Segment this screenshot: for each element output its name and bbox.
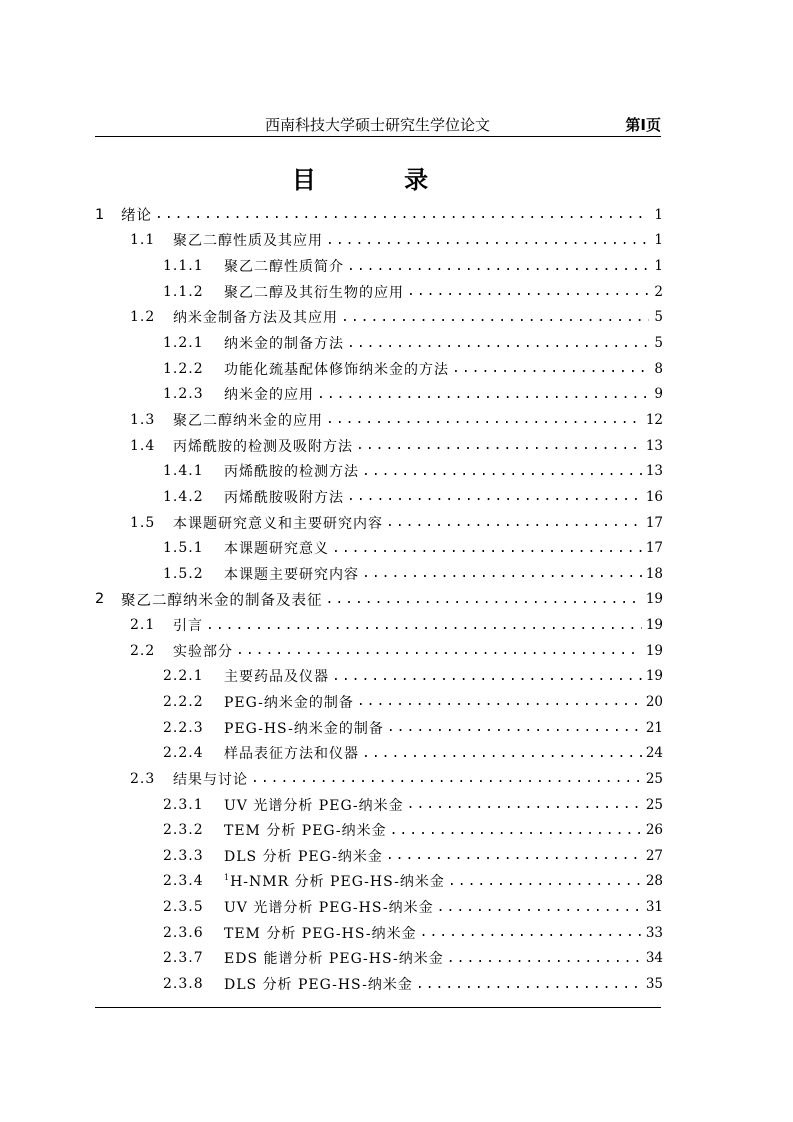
toc-entry-label: 聚乙二醇纳米金的制备及表征 — [121, 592, 323, 609]
toc-entry-number: 2.2.3 — [163, 719, 204, 736]
toc-dot-leader — [347, 259, 649, 274]
toc-dot-leader — [206, 618, 642, 633]
toc-entry-page: 18 — [645, 565, 663, 582]
toc-entry-label: PEG-纳米金的制备 — [224, 694, 354, 711]
toc-entry-label: 丙烯酰胺的检测及吸附方法 — [173, 438, 353, 455]
toc-dot-leader — [155, 207, 649, 222]
toc-entry[interactable] — [95, 715, 663, 741]
toc-entry[interactable] — [95, 817, 663, 843]
toc-dot-leader — [326, 233, 649, 248]
toc-entry-page: 28 — [645, 873, 663, 890]
toc-entry[interactable] — [95, 612, 663, 638]
toc-entry-page: 5 — [654, 309, 663, 326]
toc-entry-page: 16 — [645, 488, 663, 505]
toc-entry-page: 24 — [645, 745, 663, 762]
toc-dot-leader — [332, 541, 642, 556]
toc-entry[interactable] — [95, 792, 663, 818]
toc-entry-label: 样品表征方法和仪器 — [224, 746, 359, 763]
toc-entry[interactable] — [95, 894, 663, 920]
toc-entry-label: 丙烯酰胺的检测方法 — [224, 464, 359, 481]
toc-entry-label: 绪论 — [121, 208, 152, 225]
toc-dot-leader — [387, 720, 642, 735]
footer-rule — [95, 1007, 661, 1008]
toc-entry[interactable] — [95, 561, 663, 587]
toc-entry-label — [224, 871, 445, 891]
toc-entry-label: 主要药品及仪器 — [224, 669, 329, 686]
toc-entry-label: EDS 能谱分析 PEG-HS-纳米金 — [224, 951, 444, 968]
toc-entry-number: 1.2.3 — [163, 386, 204, 403]
toc-entry-page: 12 — [645, 411, 663, 428]
toc-entry-label: 聚乙二醇性质及其应用 — [173, 233, 323, 250]
toc-entry-number: 1.1.2 — [163, 283, 204, 300]
toc-entry-page: 31 — [645, 899, 663, 916]
header-page-number: 第Ⅰ页 — [625, 116, 661, 134]
toc-entry-number: 2.2 — [130, 642, 156, 659]
toc-dot-leader — [447, 951, 642, 966]
page-header — [95, 112, 661, 137]
toc-entry-number: 1.4 — [130, 437, 156, 454]
toc-entry[interactable] — [95, 535, 663, 561]
toc-dot-leader — [386, 515, 642, 530]
toc-entry-number: 1.2.1 — [163, 335, 204, 352]
toc-dot-leader — [362, 746, 642, 761]
toc-entry-page: 19 — [645, 617, 663, 634]
toc-dot-leader — [326, 412, 642, 427]
toc-entry-page: 19 — [645, 642, 663, 659]
toc-entry[interactable] — [95, 305, 663, 331]
toc-dot-leader — [341, 310, 649, 325]
toc-entry[interactable] — [95, 458, 663, 484]
toc-entry-number: 1.2 — [130, 309, 156, 326]
toc-entry[interactable] — [95, 510, 663, 536]
toc-entry-page: 20 — [645, 693, 663, 710]
toc-dot-leader — [356, 438, 642, 453]
toc-entry[interactable] — [95, 279, 663, 305]
toc-entry-label: TEM 分析 PEG-HS-纳米金 — [224, 925, 417, 942]
toc-dot-leader — [452, 361, 649, 376]
toc-entry-label: 本课题研究意义和主要研究内容 — [173, 515, 383, 532]
table-of-contents — [95, 202, 663, 997]
toc-entry-label: 纳米金的制备方法 — [224, 336, 344, 353]
toc-entry[interactable] — [95, 433, 663, 459]
toc-entry[interactable] — [95, 253, 663, 279]
toc-entry-page: 1 — [654, 258, 663, 275]
toc-entry-label: 结果与讨论 — [173, 771, 248, 788]
toc-entry-number: 1 — [95, 206, 106, 223]
toc-dot-leader — [448, 874, 642, 889]
toc-entry-number: 1.4.1 — [163, 463, 204, 480]
toc-entry-number: 2.3.1 — [163, 796, 204, 813]
toc-entry-number: 1.5 — [130, 514, 156, 531]
toc-entry[interactable] — [95, 381, 663, 407]
toc-entry-page: 9 — [654, 386, 663, 403]
toc-dot-leader — [420, 925, 642, 940]
toc-entry[interactable] — [95, 638, 663, 664]
toc-entry-number: 2 — [95, 591, 106, 608]
toc-entry-number: 1.5.2 — [163, 565, 204, 582]
toc-entry-number: 1.1.1 — [163, 258, 204, 275]
toc-entry-label: 功能化巯基配体修饰纳米金的方法 — [224, 361, 449, 378]
toc-entry-page: 21 — [645, 719, 663, 736]
toc-dot-leader — [362, 566, 642, 581]
toc-entry[interactable] — [95, 664, 663, 690]
toc-entry-page: 5 — [654, 335, 663, 352]
toc-dot-leader — [347, 336, 649, 351]
toc-entry-label: DLS 分析 PEG-HS-纳米金 — [224, 977, 413, 994]
toc-entry-label: 丙烯酰胺吸附方法 — [224, 489, 344, 506]
toc-dot-leader — [362, 464, 642, 479]
toc-entry-page: 13 — [645, 437, 663, 454]
toc-dot-leader — [437, 900, 642, 915]
toc-entry-label: 纳米金的应用 — [224, 387, 314, 404]
toc-entry-number: 1.4.2 — [163, 488, 204, 505]
toc-entry-number: 2.3 — [130, 770, 156, 787]
toc-entry-label-text: H-NMR 分析 PEG-HS-纳米金 — [230, 874, 445, 891]
toc-entry[interactable] — [95, 869, 663, 895]
toc-entry-label: 引言 — [173, 618, 203, 635]
toc-entry-page: 17 — [645, 514, 663, 531]
toc-entry-label: PEG-HS-纳米金的制备 — [224, 720, 384, 737]
toc-entry[interactable] — [95, 202, 663, 228]
toc-entry-page: 25 — [645, 796, 663, 813]
toc-entry-number: 2.2.4 — [163, 745, 204, 762]
toc-entry-number: 1.3 — [130, 411, 156, 428]
toc-dot-leader — [416, 977, 642, 992]
toc-entry[interactable] — [95, 407, 663, 433]
toc-title: 目 录 — [291, 166, 469, 194]
toc-dot-leader — [407, 797, 642, 812]
toc-entry-superscript: 1 — [224, 873, 231, 883]
toc-entry-label: UV 光谱分析 PEG-HS-纳米金 — [224, 900, 434, 917]
toc-entry-number: 2.2.2 — [163, 693, 204, 710]
toc-entry-page: 26 — [645, 822, 663, 839]
toc-entry[interactable] — [95, 920, 663, 946]
toc-entry-label: TEM 分析 PEG-纳米金 — [224, 823, 387, 840]
toc-entry-number: 2.2.1 — [163, 668, 204, 685]
toc-entry-label: DLS 分析 PEG-纳米金 — [224, 848, 383, 865]
toc-entry[interactable] — [95, 330, 663, 356]
toc-entry-number: 2.3.2 — [163, 822, 204, 839]
toc-entry-number: 2.3.8 — [163, 976, 204, 993]
toc-entry-page: 8 — [654, 360, 663, 377]
toc-entry-label: 聚乙二醇及其衍生物的应用 — [224, 284, 404, 301]
toc-entry-number: 2.3.6 — [163, 924, 204, 941]
toc-entry-page: 27 — [645, 847, 663, 864]
toc-dot-leader — [357, 694, 642, 709]
toc-entry-page: 13 — [645, 463, 663, 480]
toc-entry[interactable] — [95, 766, 663, 792]
toc-entry-page: 17 — [645, 540, 663, 557]
toc-entry-label: 聚乙二醇纳米金的应用 — [173, 412, 323, 429]
toc-entry-label: 本课题研究意义 — [224, 541, 329, 558]
toc-entry-page: 34 — [645, 950, 663, 967]
toc-entry-label: 聚乙二醇性质简介 — [224, 259, 344, 276]
toc-entry-label: 纳米金制备方法及其应用 — [173, 310, 338, 327]
toc-entry-number: 2.3.5 — [163, 899, 204, 916]
toc-entry-page: 19 — [645, 591, 663, 608]
toc-dot-leader — [386, 848, 642, 863]
toc-entry[interactable] — [95, 587, 663, 613]
toc-dot-leader — [326, 592, 642, 607]
toc-dot-leader — [332, 669, 642, 684]
toc-entry-number: 2.3.3 — [163, 847, 204, 864]
toc-entry-page: 1 — [654, 206, 663, 223]
toc-entry-page: 33 — [645, 924, 663, 941]
toc-entry-page: 1 — [654, 232, 663, 249]
toc-entry-page: 2 — [654, 283, 663, 300]
toc-dot-leader — [317, 387, 649, 402]
toc-entry-page: 35 — [645, 976, 663, 993]
toc-entry[interactable] — [95, 484, 663, 510]
toc-entry-number: 1.2.2 — [163, 360, 204, 377]
toc-dot-leader — [347, 489, 642, 504]
toc-entry-label: UV 光谱分析 PEG-纳米金 — [224, 797, 404, 814]
toc-entry-number: 2.1 — [130, 617, 156, 634]
toc-entry[interactable] — [95, 843, 663, 869]
toc-entry-number: 1.1 — [130, 232, 156, 249]
toc-dot-leader — [251, 771, 642, 786]
toc-entry-number: 2.3.4 — [163, 873, 204, 890]
toc-entry-number: 1.5.1 — [163, 540, 204, 557]
toc-entry-page: 25 — [645, 770, 663, 787]
toc-entry-number: 2.3.7 — [163, 950, 204, 967]
toc-dot-leader — [236, 643, 642, 658]
toc-dot-leader — [390, 823, 642, 838]
toc-entry[interactable] — [95, 228, 663, 254]
toc-entry-label: 实验部分 — [173, 643, 233, 660]
toc-entry[interactable] — [95, 946, 663, 972]
toc-entry[interactable] — [95, 740, 663, 766]
toc-entry-page: 19 — [645, 668, 663, 685]
header-title: 西南科技大学硕士研究生学位论文 — [265, 116, 491, 134]
toc-entry[interactable] — [95, 971, 663, 997]
toc-entry-label: 本课题主要研究内容 — [224, 566, 359, 583]
toc-entry[interactable] — [95, 689, 663, 715]
toc-entry[interactable] — [95, 356, 663, 382]
toc-dot-leader — [407, 284, 649, 299]
